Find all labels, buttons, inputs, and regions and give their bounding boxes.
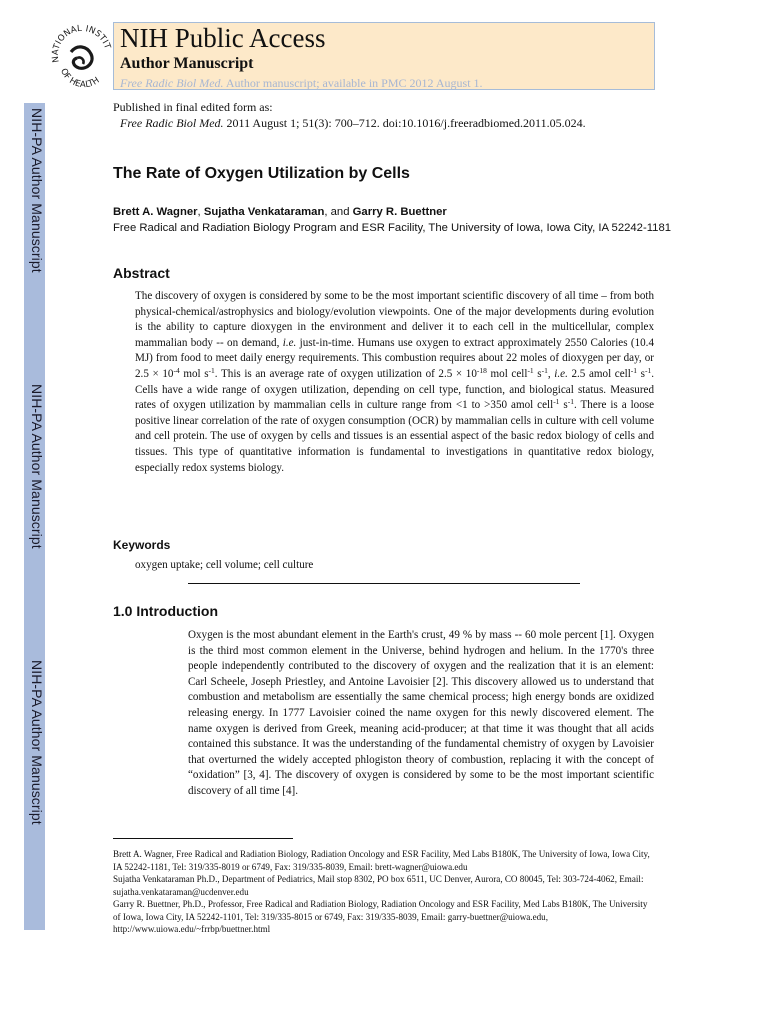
article-title: The Rate of Oxygen Utilization by Cells <box>113 165 410 182</box>
svg-text:NATIONAL INSTITUTES: NATIONAL INSTIT <box>50 23 113 64</box>
header-subtitle: Author Manuscript <box>120 55 254 72</box>
author-name: Garry R. Buettner <box>352 206 447 218</box>
author-list: Brett A. Wagner, Sujatha Venkataraman, and Garry R. Buettner <box>113 206 447 218</box>
abstract-heading: Abstract <box>113 265 170 281</box>
abstract-text: The discovery of oxygen is considered by some to be the most important scientific discovery of all time – from both physical-chemical/astrophysics and biology/evolution viewpoints. One of the major developments during evolution is the ability to capture dioxygen in the environment and deliver it to each cell in the multicellular, complex mammalian body -- on demand, i.e. just-in-time. Humans use oxygen to extract approximately 2550 Calories (10.4 MJ) from food to meet daily energy requirements. This combustion requires about 22 moles of dioxygen per day, or $2.5 \times 10^{-4}$ mol $s^{-1}$. This is an average rate of oxygen utilization of $2.5 \times 10^{-18}$ mol cell$^{-1}$ $s^{-1}$, i.e. 2.5 amol cell$^{-1}$ $s^{-1}$. Cells have a wide range of oxygen utilization, depending on cell type, function, and biological status. Measured rates of oxygen utilization by mammalian cells in culture range from <1 to >350 amol cell$^{-1}$ $s^{-1}$. There is a loose positive linear correlation of the rate of oxygen consumption (OCR) by mammalian cells in culture with cell volume and cell protein. The use of oxygen by cells and tissues is an essential aspect of the basic redox biology of cells and tissues. This type of quantitative information is fundamental to investigations in quantitative redox biology, especially redox systems biology. <box>135 290 655 474</box>
footnote-item: Sujatha Venkataraman Ph.D., Department of Pediatrics, Mail stop 8302, PO box 6511, UC Denver, Aurora, CO 80045, Tel: 303-724-4062, Email: sujatha.venkataraman@ucdenver.edu <box>113 874 644 897</box>
footnote-item: Garry R. Buettner, Ph.D., Professor, Free Radical and Radiation Biology, Radiation Oncology and ESR Facility, Med Labs B180K, The University of Iowa, Iowa City, IA 52242-1101, Tel: 319/335-8015 or 6749, Fax: 319/335-8039, Email: garry-buettner@uiowa.edu, http://www.uiowa.edu/~frrbp/buettner.html <box>113 899 648 934</box>
author-name: Brett A. Wagner <box>113 206 198 218</box>
keywords-heading: Keywords <box>113 538 171 552</box>
author-block <box>113 204 673 236</box>
affiliation: Free Radical and Radiation Biology Program and ESR Facility, The University of Iowa, Iowa City, IA 52242-1181 <box>113 222 672 234</box>
svg-text:OF HEALTH: OF HEALTH <box>58 67 102 91</box>
footnote-item: Brett A. Wagner, Free Radical and Radiation Biology, Radiation Oncology and ESR Facility, Med Labs B180K, The University of Iowa, Iowa City, IA 52242-1181, Tel: 319/335-8019 or 6749, Fax: 319/335-8039, Email: brett-wagner@uiowa.edu <box>113 849 650 872</box>
header-title: NIH Public Access <box>120 23 326 53</box>
nih-seal-icon <box>47 18 113 96</box>
keywords-text: oxygen uptake; cell volume; cell culture <box>135 559 314 571</box>
published-info: Published in final edited form as: Free Radic Biol Med. 2011 August 1; 51(3): 700–712. doi:10.1016/j.freeradbiomed.2011.05.024. <box>113 100 586 130</box>
intro-heading: 1.0 Introduction <box>113 603 218 619</box>
author-name: Sujatha Venkataraman <box>203 206 325 218</box>
header-banner <box>113 22 655 90</box>
footnote-divider <box>113 838 293 839</box>
author-footnotes <box>113 848 655 936</box>
intro-text: Oxygen is the most abundant element in the Earth's crust, 49 % by mass -- 60 mole percent [1]. Oxygen is the third most common element in the Universe, behind hydrogen and helium. In the 1770's three people independently contributed to the discovery of oxygen and the realization that it is an element: Carl Scheele, Joseph Priestley, and Antoine Lavoisier [2]. This discovery allowed us to understand that combustion and metabolism are essentially the same chemical process; high energy bonds are oxidized releasing energy. In 1777 Lavoisier coined the name oxygen for this newly discovered element. The name oxygen is derived from Greek, meaning acid-producer; at that time it was thought that all acids contained this substance. It was the understanding of the fundamental chemistry of oxygen by Lavoisier that overturned the widely accepted phlogiston theory of combustion, replacing it with the concept of “oxidation” [3, 4]. The discovery of oxygen is considered by some to be the most important scientific discovery of all time [4]. <box>188 629 654 797</box>
section-divider <box>188 583 580 584</box>
header-note: Free Radic Biol Med. Author manuscript; available in PMC 2012 August 1. <box>120 76 483 90</box>
